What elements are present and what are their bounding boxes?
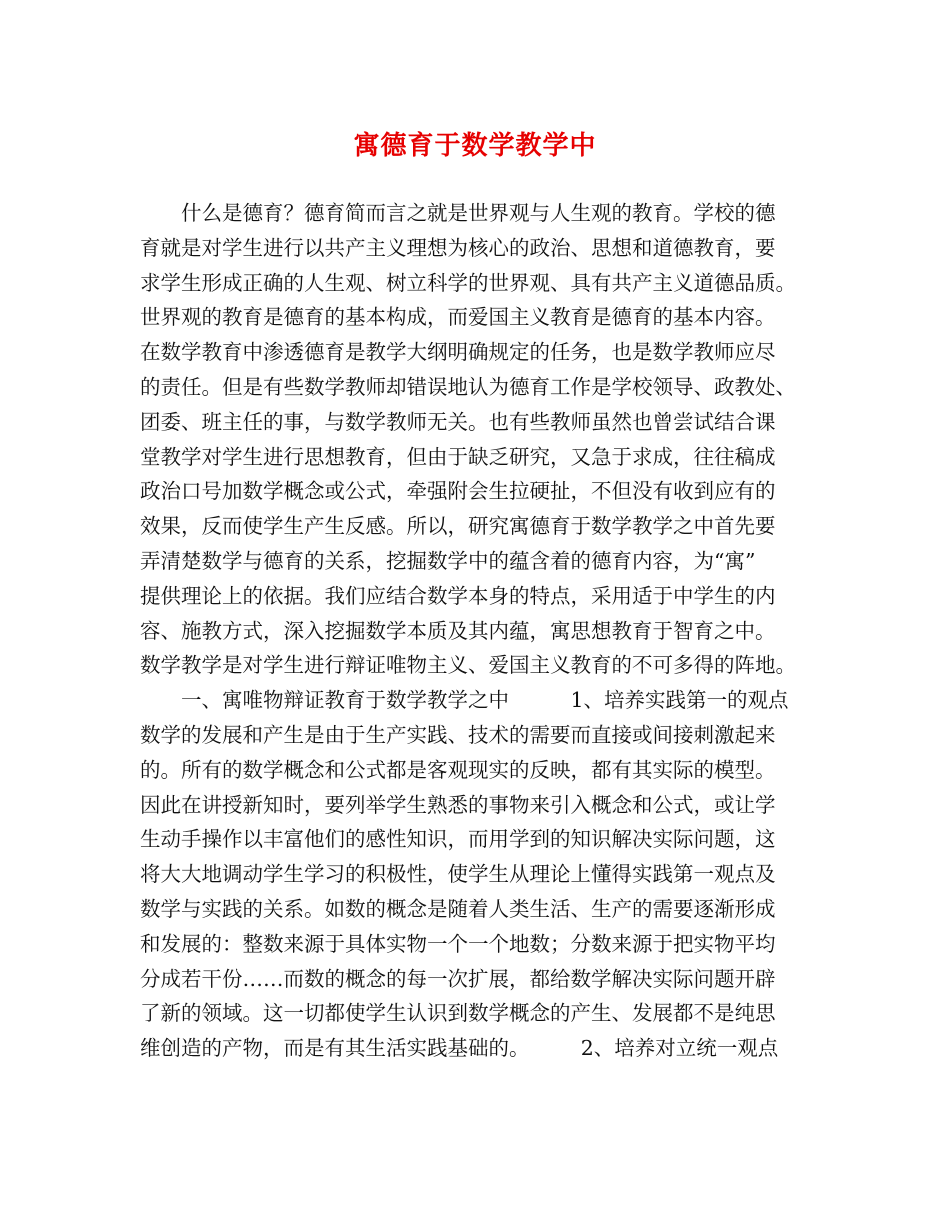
section-heading-line: 一、寓唯物辩证教育于数学教学之中 1、培养实践第一的观点 [140, 688, 789, 713]
body-line: 容、施教方式，深入挖掘数学本质及其内蕴，寓思想教育于智育之中。 [140, 618, 776, 643]
body-line: 将大大地调动学生学习的积极性，使学生从理论上懂得实践第一观点及 [140, 862, 776, 887]
body-line: 提供理论上的依据。我们应结合数学本身的特点，采用适于中学生的内 [140, 583, 776, 608]
body-line: 什么是德育？德育简而言之就是世界观与人生观的教育。学校的德 [140, 201, 776, 225]
body-line: 的责任。但是有些数学教师却错误地认为德育工作是学校领导、政教处、 [140, 374, 796, 399]
body-line: 堂教学对学生进行思想教育，但由于缺乏研究，又急于求成，往往稿成 [140, 444, 776, 469]
body-line: 政治口号加数学概念或公式，牵强附会生拉硬扯，不但没有收到应有的 [140, 479, 776, 504]
body-line: 效果，反而使学生产生反感。所以，研究寓德育于数学教学之中首先要 [140, 514, 776, 539]
body-line: 了新的领域。这一切都使学生认识到数学概念的产生、发展都不是纯思 [140, 1001, 776, 1026]
body-line: 因此在讲授新知时，要列举学生熟悉的事物来引入概念和公式，或让学 [140, 792, 776, 817]
body-line: 和发展的：整数来源于具体实物一个一个地数；分数来源于把实物平均 [140, 931, 776, 956]
body-line: 数学教学是对学生进行辩证唯物主义、爱国主义教育的不可多得的阵地。 [140, 653, 796, 678]
body-line: 生动手操作以丰富他们的感性知识，而用学到的知识解决实际问题，这 [140, 827, 776, 852]
document-body [140, 196, 820, 1066]
document-title: 寓德育于数学教学中 [353, 131, 597, 161]
body-line: 团委、班主任的事，与数学教师无关。也有些教师虽然也曾尝试结合课 [140, 409, 776, 434]
body-line: 求学生形成正确的人生观、树立科学的世界观、具有共产主义道德品质。 [140, 270, 796, 295]
body-line: 弄清楚数学与德育的关系，挖掘数学中的蕴含着的德育内容，为“寓” [140, 548, 756, 573]
body-line: 在数学教育中渗透德育是教学大纲明确规定的任务，也是数学教师应尽 [140, 340, 776, 365]
body-line: 维创造的产物，而是有其生活实践基础的。 2、培养对立统一观点 [140, 1036, 779, 1061]
body-line: 数学的发展和产生是由于生产实践、技术的需要而直接或间接刺激起来 [140, 722, 776, 747]
body-line: 的。所有的数学概念和公式都是客观现实的反映，都有其实际的模型。 [140, 757, 776, 782]
body-line: 数学与实践的关系。如数的概念是随着人类生活、生产的需要逐渐形成 [140, 896, 776, 921]
body-line: 育就是对学生进行以共产主义理想为核心的政治、思想和道德教育，要 [140, 235, 776, 260]
body-line: 分成若干份……而数的概念的每一次扩展，都给数学解决实际问题开辟 [140, 966, 776, 991]
body-line: 世界观的教育是德育的基本构成，而爱国主义教育是德育的基本内容。 [140, 305, 776, 330]
